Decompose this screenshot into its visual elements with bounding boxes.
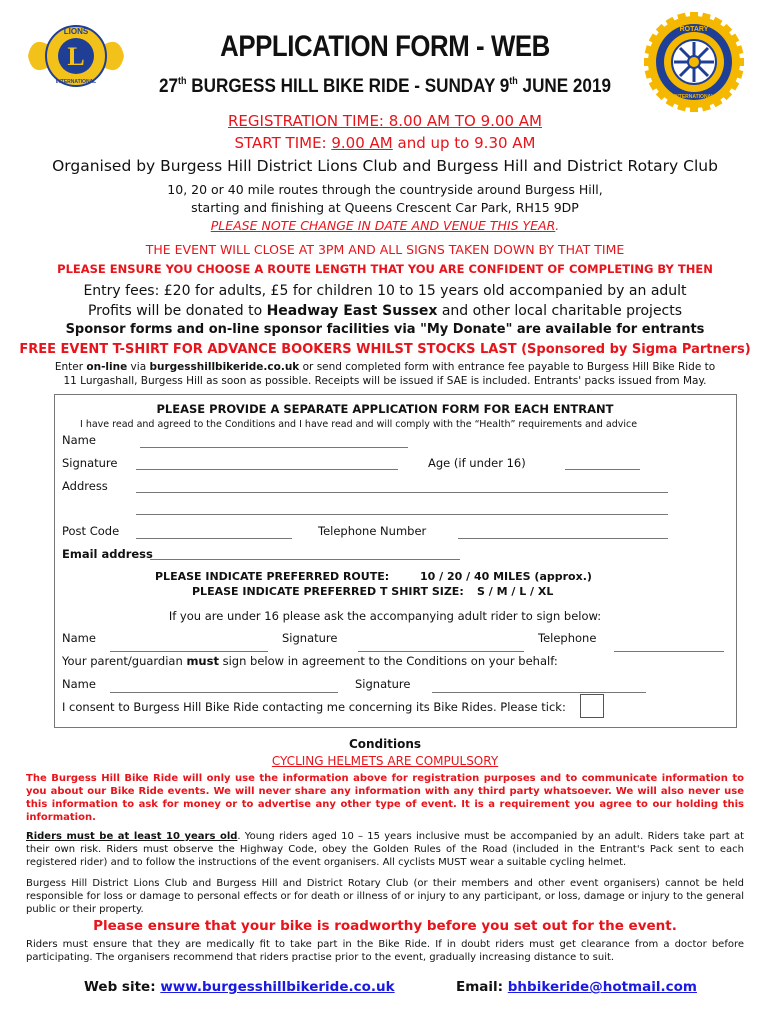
privacy-statement: The Burgess Hill Bike Ride will only use the information above for registration purposes and to communicate information to you about our Bike Ride events. We will never share any information with any third party whatsoever. We will also never use this information to ask for money or to advertise any other type of event. It is a requirement you agree to our holding this information. — [26, 773, 744, 823]
sponsor-note: Sponsor forms and on-line sponsor facilities via "My Donate" are available for entrants — [65, 322, 705, 337]
telephone-field[interactable] — [458, 538, 668, 539]
under16-note: If you are under 16 please ask the accompanying adult rider to sign below: — [168, 609, 602, 623]
email-label: Email address — [62, 547, 153, 561]
adult-signature-label: Signature — [282, 631, 338, 645]
route-notice: PLEASE ENSURE YOU CHOOSE A ROUTE LENGTH THAT YOU ARE CONFIDENT OF COMPLETING BY THEN — [57, 262, 713, 276]
postcode-label: Post Code — [62, 524, 120, 538]
conditions-heading: Conditions — [348, 737, 422, 751]
guardian-signature-field[interactable] — [432, 692, 646, 693]
tshirt-offer: FREE EVENT T-SHIRT FOR ADVANCE BOOKERS WHILST STOCKS LAST (Sponsored by Sigma Partners) — [19, 342, 751, 357]
organised-by: Organised by Burgess Hill District Lions Club and Burgess Hill and District Rotary Club — [52, 157, 718, 175]
adult-signature-field[interactable] — [358, 651, 524, 652]
routes-line-1: 10, 20 or 40 mile routes through the countryside around Burgess Hill, — [167, 182, 603, 197]
route-label: PLEASE INDICATE PREFERRED ROUTE: — [155, 570, 390, 583]
name-label: Name — [62, 433, 96, 447]
entry-instructions: Enter on-line via burgesshillbikeride.co.uk or send completed form with entrance fee payable to Burgess Hill Bike Ride to — [54, 361, 716, 373]
age-label: Age (if under 16) — [428, 456, 526, 470]
guardian-name-field[interactable] — [110, 692, 338, 693]
guardian-note: Your parent/guardian must sign below in agreement to the Conditions on your behalf: — [62, 654, 558, 668]
rotary-gear-tooth — [690, 12, 698, 20]
adult-telephone-label: Telephone — [538, 631, 597, 645]
svg-text:INTERNATIONAL: INTERNATIONAL — [55, 79, 97, 85]
adult-telephone-field[interactable] — [614, 651, 724, 652]
tshirt-options[interactable]: S / M / L / XL — [477, 585, 554, 598]
telephone-label: Telephone Number — [318, 524, 427, 538]
start-time: START TIME: 9.00 AM and up to 9.30 AM — [234, 134, 536, 152]
consent-text: I consent to Burgess Hill Bike Ride contacting me concerning its Bike Rides. Please tick: — [62, 700, 566, 714]
signature-label: Signature — [62, 456, 118, 470]
event-subtitle: 27th BURGESS HILL BIKE RIDE - SUNDAY 9th JUNE 2019 — [159, 76, 611, 97]
svg-text:INTERNATIONAL: INTERNATIONAL — [673, 94, 715, 100]
adult-name-label: Name — [62, 631, 96, 645]
postcode-field[interactable] — [136, 538, 292, 539]
age-field[interactable] — [565, 469, 640, 470]
page-title: APPLICATION FORM - WEB — [220, 30, 550, 63]
website-link[interactable]: www.burgesshillbikeride.co.uk — [160, 979, 395, 995]
entry-instructions-2: 11 Lurgashall, Burgess Hill as soon as possible. Receipts will be issued if SAE is included. Entrants' packs issued from May. — [63, 375, 707, 387]
rotary-gear-tooth — [690, 104, 698, 112]
consent-checkbox[interactable] — [580, 694, 604, 718]
tshirt-label: PLEASE INDICATE PREFERRED T SHIRT SIZE: — [192, 585, 464, 598]
profits-note: Profits will be donated to Headway East Sussex and other local charitable projects — [87, 303, 683, 319]
address-field-2[interactable] — [136, 514, 668, 515]
rotary-gear-tooth — [736, 58, 744, 66]
close-notice: THE EVENT WILL CLOSE AT 3PM AND ALL SIGNS TAKEN DOWN BY THAT TIME — [145, 242, 625, 257]
medical-statement: Riders must ensure that they are medically fit to take part in the Bike Ride. If in doubt riders must get clearance from a doctor before participating. The organisers recommend that riders practise prior to the event, gradually increasing distance to suit. — [26, 939, 744, 963]
route-options[interactable]: 10 / 20 / 40 MILES (approx.) — [420, 570, 592, 583]
email-link[interactable]: bhbikeride@hotmail.com — [507, 979, 697, 995]
change-note: PLEASE NOTE CHANGE IN DATE AND VENUE THIS YEAR. — [210, 218, 560, 233]
adult-name-field[interactable] — [110, 651, 268, 652]
guardian-name-label: Name — [62, 677, 96, 691]
email-field[interactable] — [150, 559, 460, 560]
form-heading: PLEASE PROVIDE A SEPARATE APPLICATION FORM FOR EACH ENTRANT — [156, 402, 614, 416]
routes-line-2: starting and finishing at Queens Crescent Car Park, RH15 9DP — [191, 200, 579, 215]
entry-fees: Entry fees: £20 for adults, £5 for children 10 to 15 years old accompanied by an adult — [83, 283, 687, 299]
svg-text:ROTARY: ROTARY — [679, 26, 709, 33]
age-requirements: Riders must be at least 10 years old. Young riders aged 10 – 15 years inclusive must be accompanied by an adult. Riders take part at their own risk. Riders must observe the Highway Code, obey the Golden Rules of the Road (included in the Entrant's Pack sent to each registered rider) and to follow the instructions of the event organisers. All cyclists MUST wear a suitable cycling helmet. — [26, 831, 744, 868]
address-label: Address — [62, 479, 108, 493]
helmets-notice: CYCLING HELMETS ARE COMPULSORY — [271, 754, 499, 768]
roadworthy-notice: Please ensure that your bike is roadworthy before you set out for the event. — [93, 918, 677, 934]
signature-field[interactable] — [136, 469, 398, 470]
svg-text:LIONS: LIONS — [63, 27, 89, 36]
svg-text:L: L — [67, 42, 85, 71]
guardian-signature-label: Signature — [355, 677, 411, 691]
address-field-1[interactable] — [136, 492, 668, 493]
liability-statement: Burgess Hill District Lions Club and Burgess Hill and District Rotary Club (or their members and other event organisers) cannot be held responsible for loss or damage to personal effects or for death or illness of or injury to any participant, or loss, damage or injury to the general public or their property. — [26, 878, 744, 915]
agreement-text: I have read and agreed to the Conditions and I have read and will comply with the “Health” requirements and advice — [80, 419, 638, 430]
email-footer: Email: bhbikeride@hotmail.com — [456, 979, 697, 995]
name-field[interactable] — [140, 447, 408, 448]
registration-time: REGISTRATION TIME: 8.00 AM TO 9.00 AM — [228, 112, 542, 130]
website-footer: Web site: www.burgesshillbikeride.co.uk — [84, 979, 395, 995]
